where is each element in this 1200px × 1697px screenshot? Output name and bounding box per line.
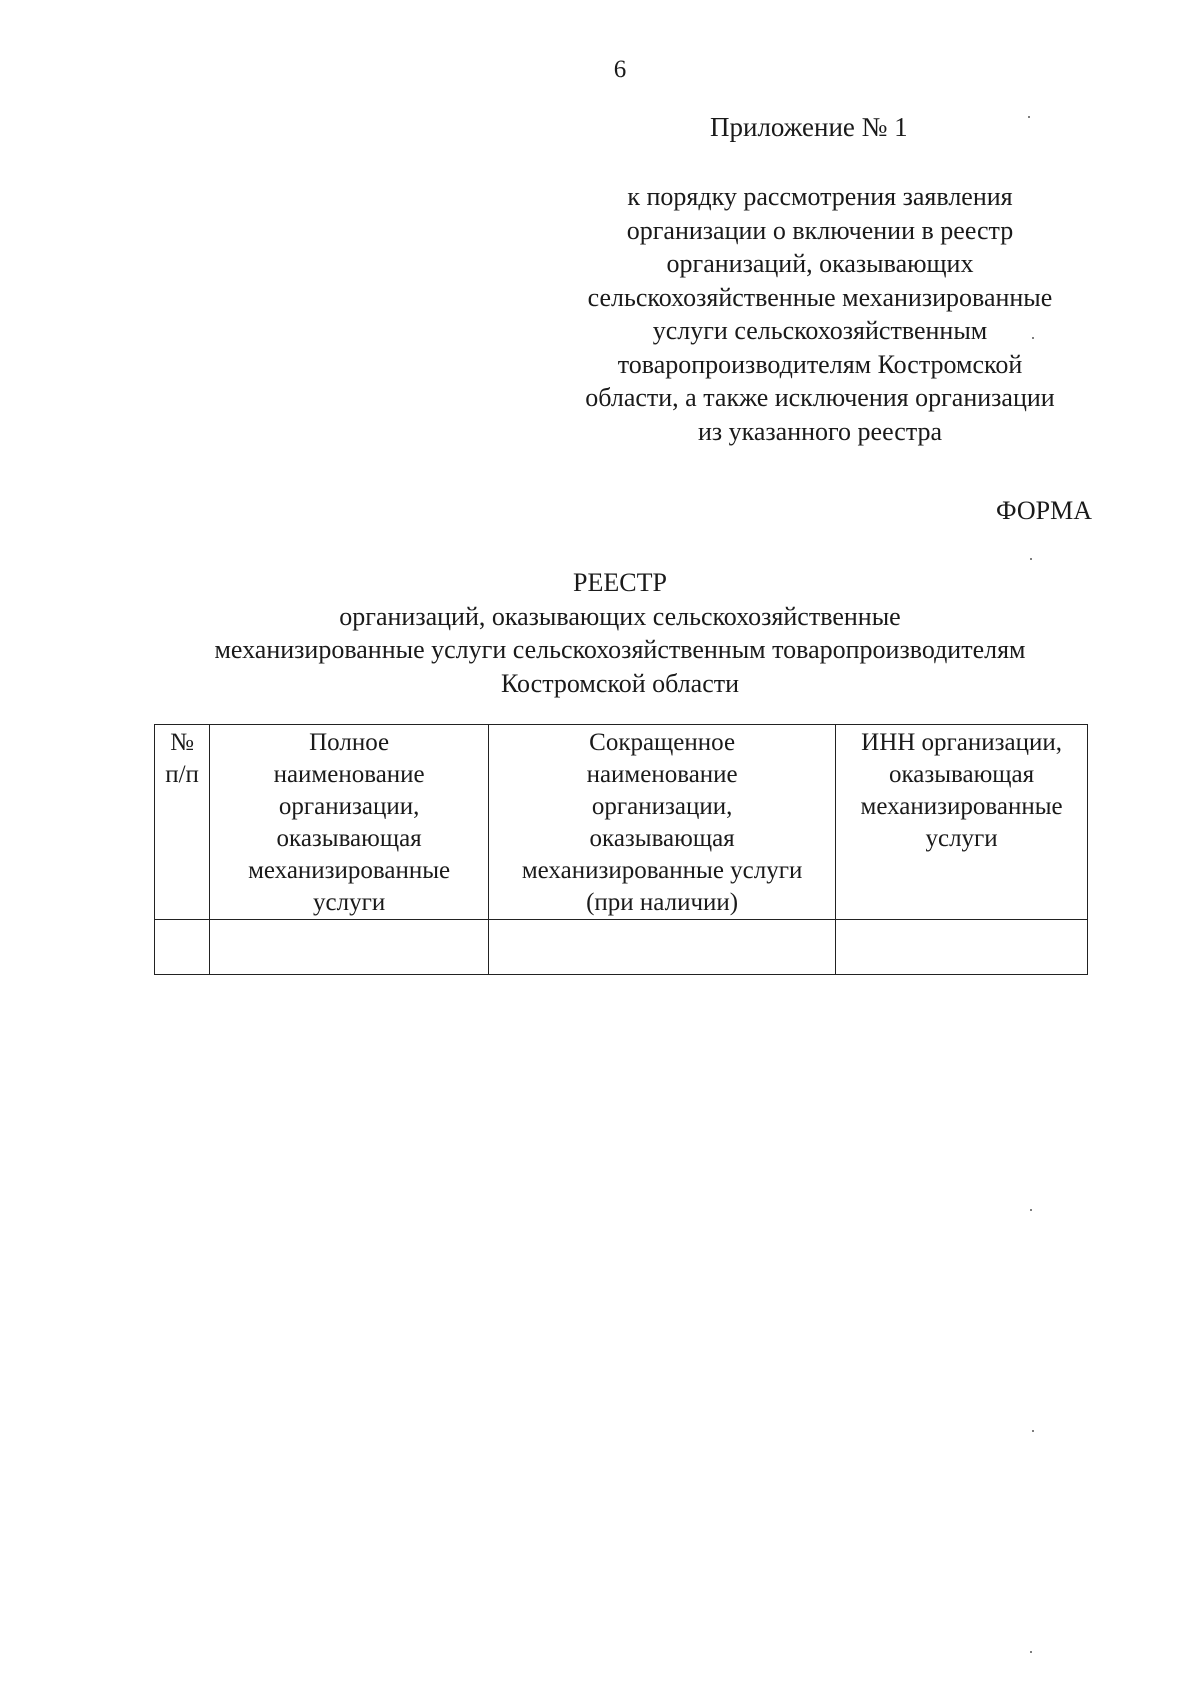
table-header-row bbox=[155, 725, 1088, 920]
header-full-name-line: механизированные bbox=[248, 857, 451, 884]
table-cell-full-name bbox=[210, 920, 489, 975]
header-short-name bbox=[489, 725, 836, 920]
header-short-name-line: наименование bbox=[586, 761, 738, 788]
header-full-name-line: организации, bbox=[278, 793, 420, 820]
header-number-line: № bbox=[170, 729, 195, 756]
appendix-title: Приложение № 1 bbox=[710, 112, 908, 142]
registry-subtitle-line: Костромской области bbox=[500, 668, 740, 698]
header-full-name-line: оказывающая bbox=[276, 825, 422, 852]
table-cell-short-name bbox=[489, 920, 836, 975]
header-number bbox=[155, 725, 210, 920]
registry-heading bbox=[100, 566, 1140, 700]
scan-speck bbox=[1030, 1209, 1032, 1211]
header-short-name-line: Сокращенное bbox=[589, 729, 736, 756]
appendix-description-line: товаропроизводителям Костромской bbox=[617, 349, 1023, 379]
registry-subtitle-line: организаций, оказывающих сельскохозяйственные bbox=[339, 601, 901, 631]
appendix-description-line: организаций, оказывающих bbox=[666, 249, 974, 278]
appendix-description bbox=[540, 180, 1100, 448]
appendix-description-line: из указанного реестра bbox=[697, 416, 943, 446]
appendix-description-line: услуги сельскохозяйственным bbox=[652, 316, 988, 345]
scan-speck bbox=[1030, 1651, 1032, 1653]
header-full-name-line: услуги bbox=[313, 889, 386, 916]
header-short-name-line: механизированные услуги bbox=[521, 857, 803, 884]
header-number-line: п/п bbox=[165, 761, 199, 788]
header-inn-line: механизированные bbox=[860, 793, 1063, 820]
scan-speck bbox=[1032, 337, 1034, 339]
header-short-name-line: организации, bbox=[591, 793, 733, 820]
table-cell-number bbox=[155, 920, 210, 975]
registry-table bbox=[154, 724, 1088, 975]
appendix-description-line: сельскохозяйственные механизированные bbox=[587, 282, 1053, 312]
page-number: 6 bbox=[613, 56, 627, 83]
header-inn-line: услуги bbox=[925, 825, 998, 852]
header-short-name-line: (при наличии) bbox=[586, 889, 739, 916]
scan-speck bbox=[1030, 558, 1032, 560]
form-label: ФОРМА bbox=[996, 496, 1092, 525]
scan-speck bbox=[1032, 1430, 1034, 1432]
header-inn-line: оказывающая bbox=[889, 761, 1035, 788]
table-cell-inn bbox=[836, 920, 1088, 975]
registry-subtitle-line: механизированные услуги сельскохозяйственным товаропроизводителям bbox=[214, 635, 1026, 664]
header-full-name-line: Полное bbox=[309, 729, 390, 756]
header-short-name-line: оказывающая bbox=[589, 825, 735, 852]
table-row bbox=[155, 920, 1088, 975]
appendix-description-line: области, а также исключения организации bbox=[585, 383, 1055, 412]
appendix-description-line: организации о включении в реестр bbox=[626, 215, 1014, 245]
header-full-name bbox=[210, 725, 489, 920]
registry-title: РЕЕСТР bbox=[573, 568, 667, 597]
header-inn-line: ИНН организации, bbox=[861, 729, 1063, 756]
header-inn bbox=[836, 725, 1088, 920]
header-full-name-line: наименование bbox=[273, 761, 425, 788]
scan-speck bbox=[1028, 116, 1030, 118]
appendix-description-line: к порядку рассмотрения заявления bbox=[627, 182, 1013, 211]
